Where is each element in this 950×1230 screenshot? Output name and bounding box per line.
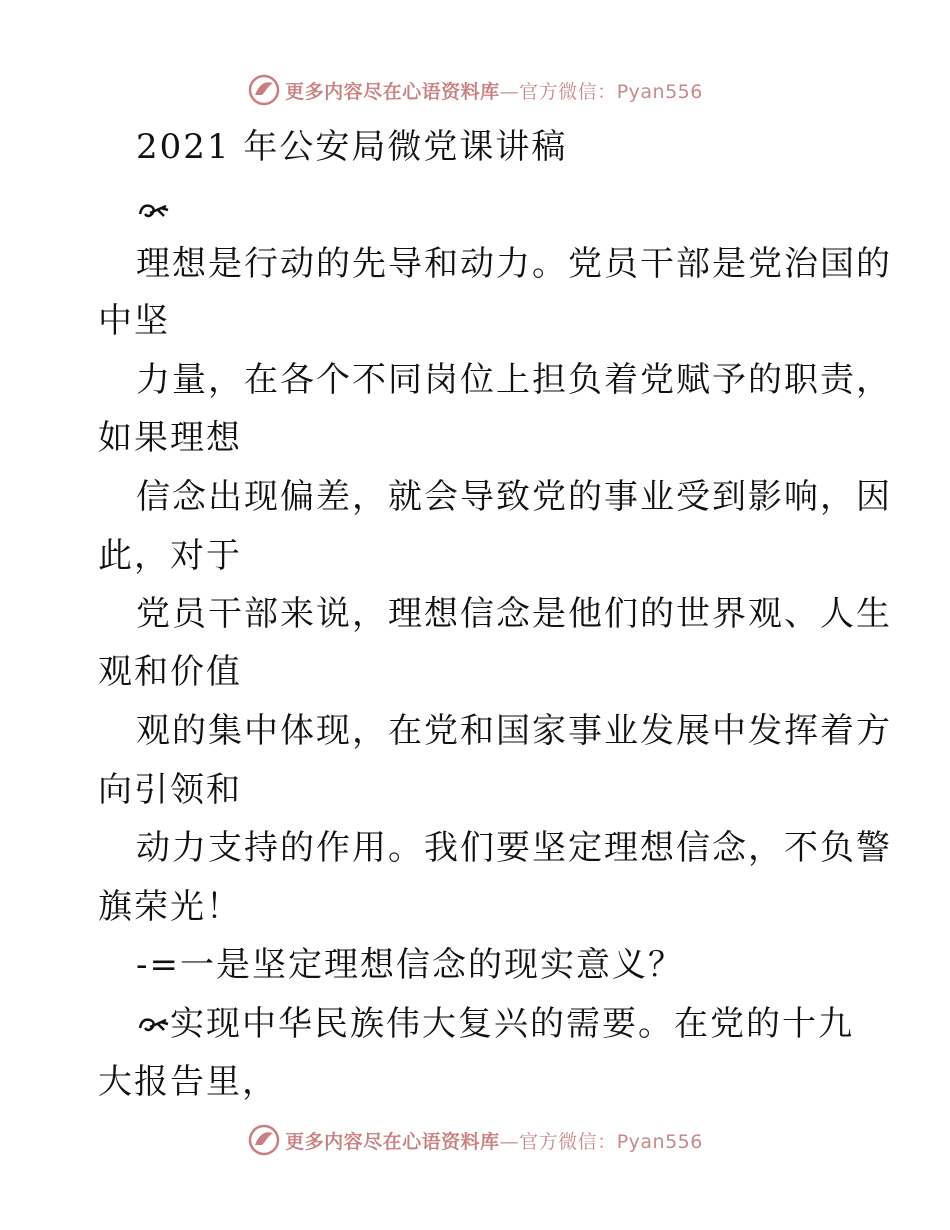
ornament-fleuron-icon [136, 1012, 170, 1038]
paragraph-line: 旗荣光！ [98, 887, 242, 927]
brand-logo-icon [247, 73, 281, 107]
paragraph-line: 观的集中体现，在党和国家事业发展中发挥着方 [136, 711, 892, 751]
paragraph-line: 向引领和 [98, 770, 242, 810]
paragraph-line: 中坚 [98, 301, 170, 341]
paragraph-line: 此，对于 [98, 536, 242, 576]
paragraph-line: 力量，在各个不同岗位上担负着党赋予的职责， [136, 360, 892, 400]
banner-wechat-label: 官方微信： [519, 1130, 617, 1153]
banner-site-text: 更多内容尽在心语资料库 [285, 1130, 500, 1153]
section-heading-text: =一是坚定理想信念的现实意义？ [149, 945, 684, 985]
banner-dash: — [499, 1130, 520, 1153]
paragraph-line: 动力支持的作用。我们要坚定理想信念，不负警 [136, 828, 892, 868]
paragraph-line: 如果理想 [98, 418, 242, 458]
banner-wechat-label: 官方微信： [519, 80, 617, 103]
section-line [136, 1004, 854, 1044]
banner-text [285, 77, 703, 104]
footer-banner [0, 1120, 950, 1160]
ornament-fleuron-icon [136, 198, 170, 224]
brand-logo-icon [247, 1123, 281, 1157]
section-heading [136, 945, 684, 985]
section-line-text: 实现中华民族伟大复兴的需要。在党的十九 [170, 1004, 854, 1044]
banner-wechat-id: Pyan556 [616, 80, 703, 103]
paragraph-line: 观和价值 [98, 652, 242, 692]
banner-text [285, 1127, 703, 1154]
section-line-continued: 大报告里， [98, 1062, 278, 1102]
document-title: 2021 年公安局微党课讲稿 [136, 127, 568, 167]
paragraph-line: 理想是行动的先导和动力。党员干部是党治国的 [136, 244, 892, 284]
banner-wechat-id: Pyan556 [616, 1130, 703, 1153]
paragraph-line: 信念出现偏差，就会导致党的事业受到影响，因 [136, 477, 892, 517]
paragraph-line: 党员干部来说，理想信念是他们的世界观、人生 [136, 594, 892, 634]
banner-site-text: 更多内容尽在心语资料库 [285, 80, 500, 103]
header-banner [0, 70, 950, 110]
section-heading-prefix: - [136, 945, 150, 985]
banner-dash: — [499, 80, 520, 103]
ornament-line [136, 190, 170, 230]
